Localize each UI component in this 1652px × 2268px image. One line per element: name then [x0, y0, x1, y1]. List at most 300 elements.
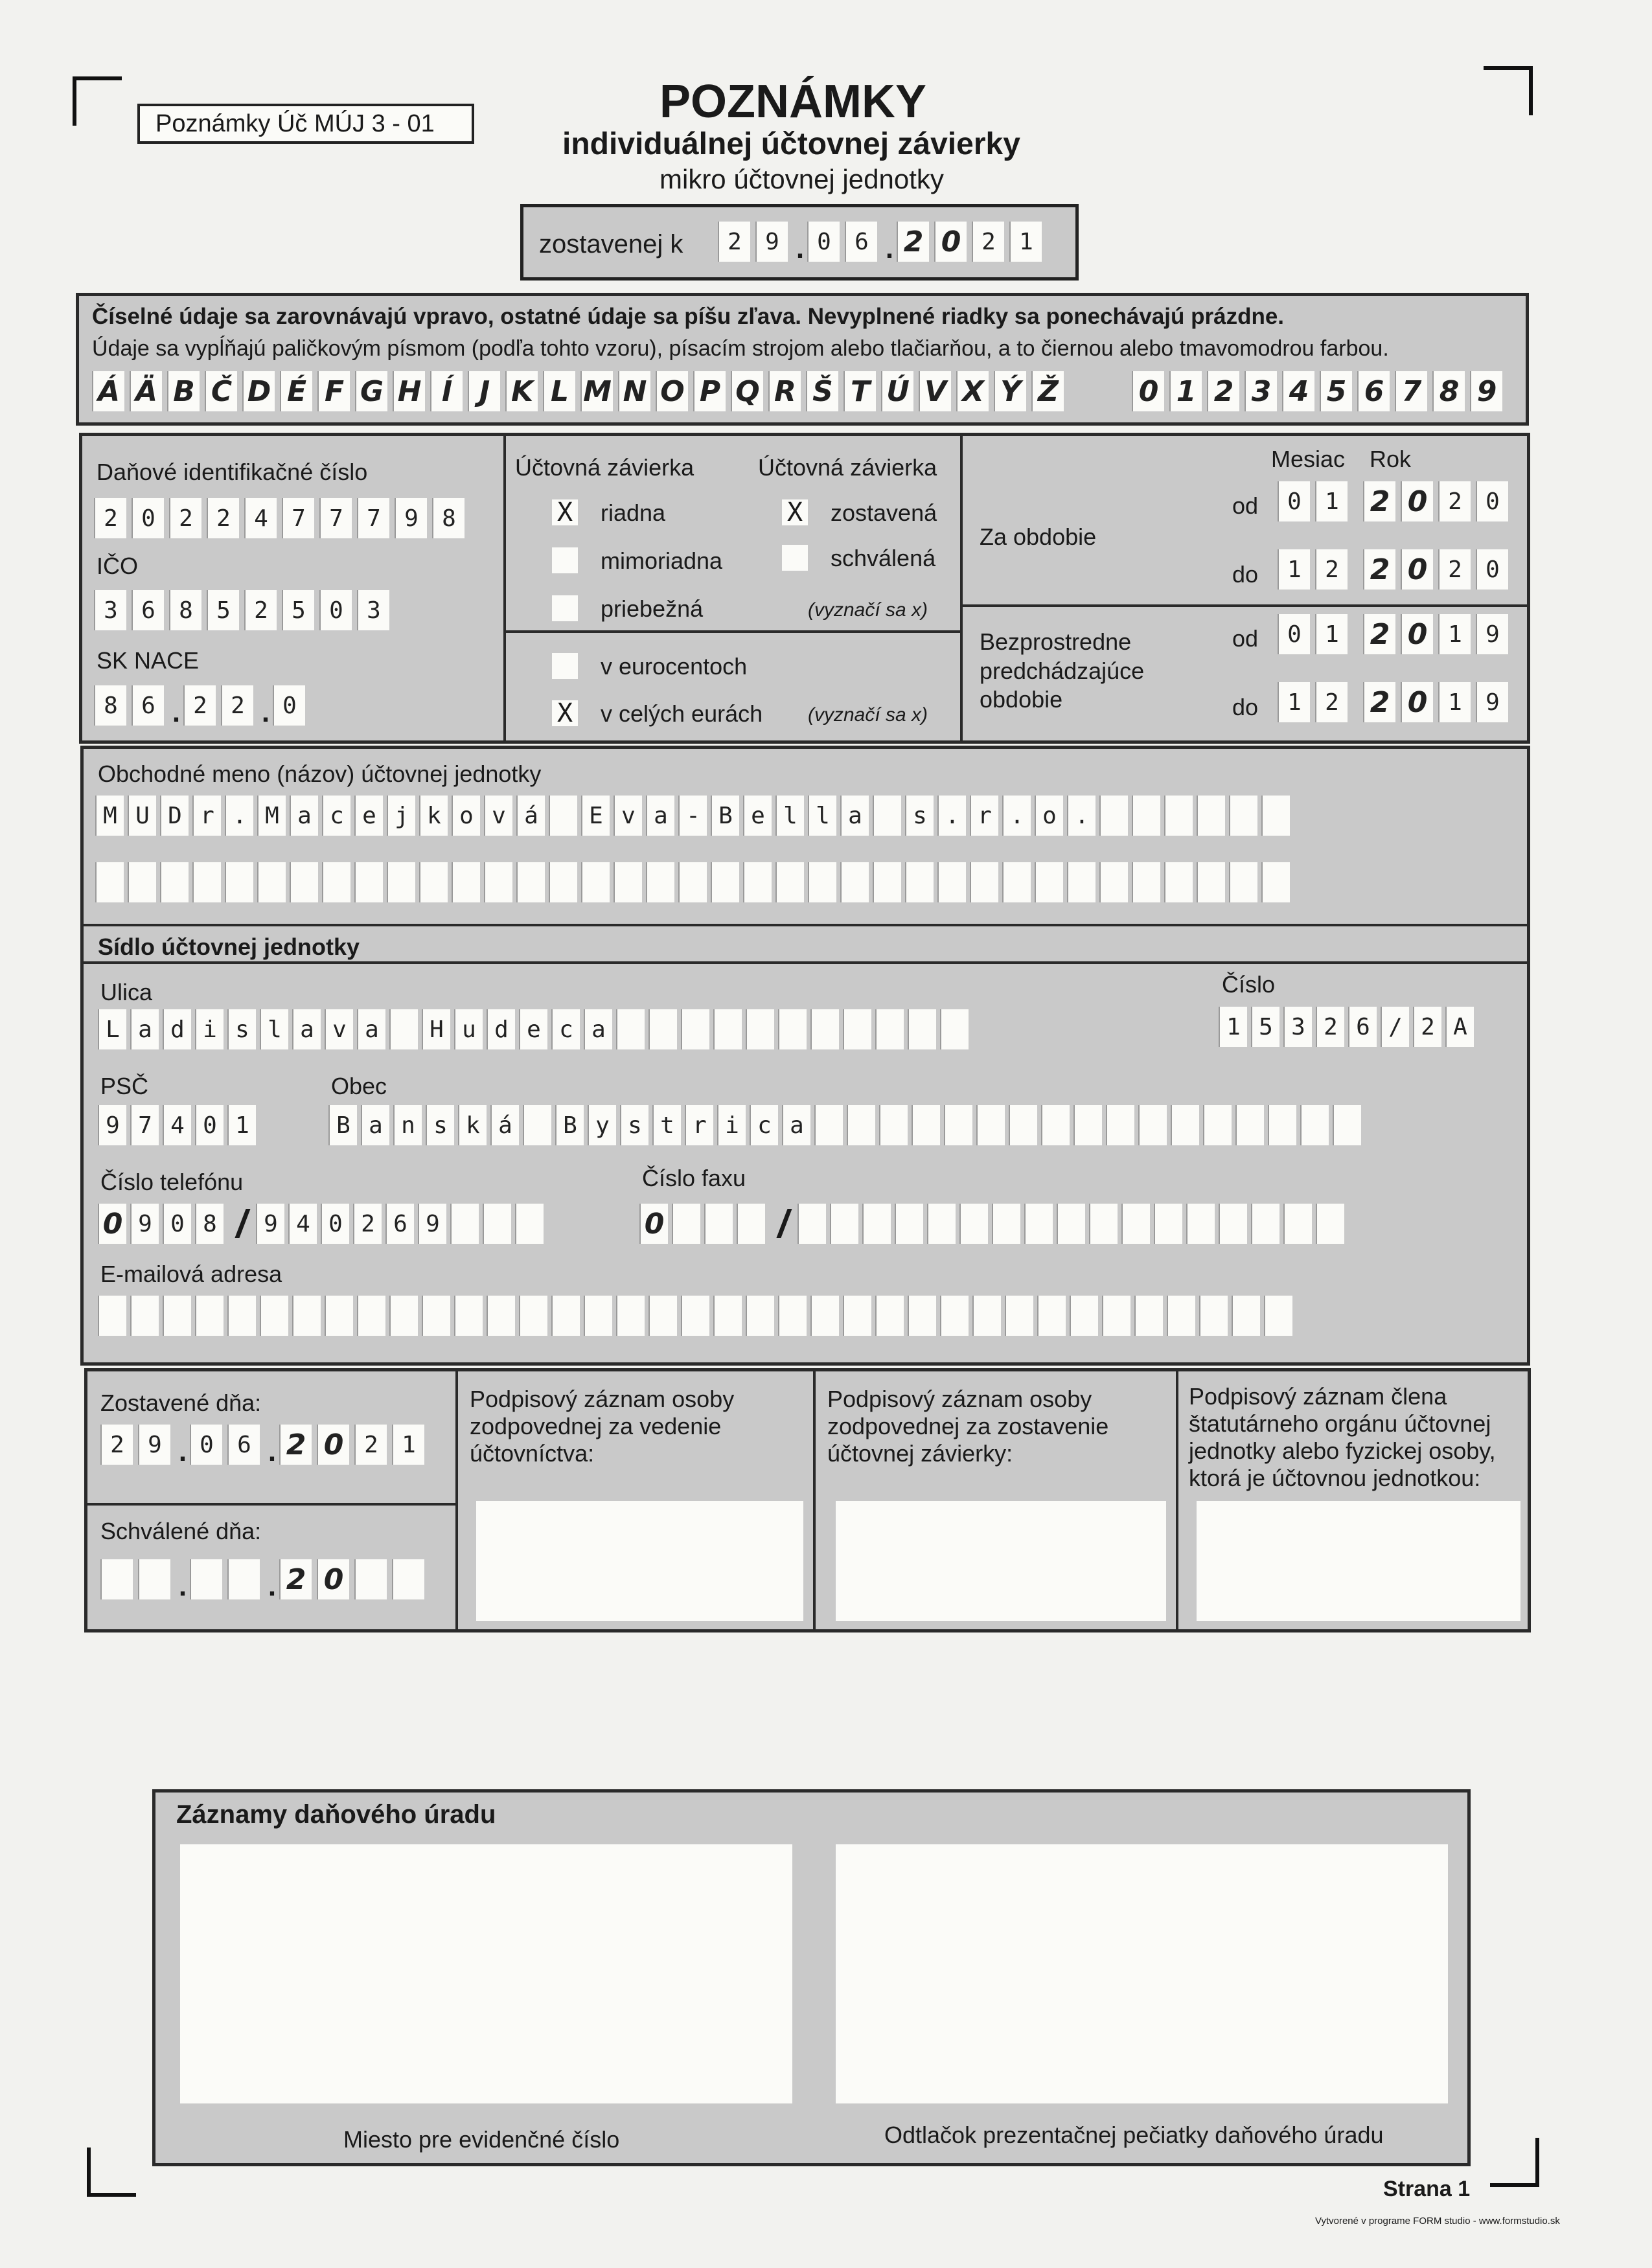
sample-digit: 0: [1132, 371, 1164, 411]
street-char: H: [422, 1009, 450, 1049]
name-char: [225, 862, 253, 902]
street-char: L: [98, 1009, 126, 1049]
fax-label: Číslo faxu: [642, 1165, 746, 1191]
number-char: 3: [1283, 1007, 1312, 1047]
name-char: [387, 862, 415, 902]
city-char: [1041, 1105, 1070, 1145]
approved-on-field[interactable]: [100, 1559, 430, 1602]
email-char: [454, 1296, 483, 1336]
company-name-label: Obchodné meno (názov) účtovnej jednotky: [98, 761, 542, 787]
name-char: M: [257, 796, 286, 836]
name-char: [1229, 862, 1257, 902]
year-digit: 2: [1363, 481, 1395, 521]
sample-letter: M: [580, 371, 613, 411]
ico-digit: 3: [94, 590, 126, 630]
city-char: t: [652, 1105, 681, 1145]
footer-credit: Vytvorené v programe FORM studio - www.formstudio.sk: [1315, 2216, 1560, 2227]
divider: [960, 436, 963, 740]
month-digit: 2: [1315, 682, 1348, 722]
street-char: l: [260, 1009, 288, 1049]
dic-digit: 4: [244, 498, 277, 538]
name-char: [128, 862, 156, 902]
name-char: [775, 862, 804, 902]
company-panel: [80, 746, 1530, 1366]
city-char: s: [426, 1105, 454, 1145]
sample-letter: Ý: [994, 371, 1026, 411]
nace-digit: 0: [273, 685, 305, 726]
sample-letter: V: [919, 371, 951, 411]
city-char: s: [620, 1105, 648, 1145]
tax-office-title: Záznamy daňového úradu: [176, 1800, 496, 1829]
date-digit: 0: [190, 1425, 222, 1465]
sample-letter: G: [355, 371, 387, 411]
date-digit: 0: [317, 1425, 349, 1465]
to-label: do: [1232, 694, 1259, 720]
street-char: [843, 1009, 871, 1049]
mark-note: (vyznačí sa x): [808, 599, 928, 621]
checkbox-eurocents[interactable]: [552, 653, 578, 679]
sample-digit: 5: [1320, 371, 1352, 411]
date-digit: 6: [227, 1425, 260, 1465]
name-char: [452, 862, 480, 902]
name-char: l: [775, 796, 804, 836]
from-label: od: [1232, 625, 1259, 652]
fax-digit: [927, 1204, 956, 1244]
nace-separator: .: [261, 696, 270, 728]
phone-digit: 8: [195, 1204, 224, 1244]
ico-label: IČO: [97, 553, 139, 579]
name-char: [1099, 862, 1128, 902]
fax-digit: [1251, 1204, 1279, 1244]
name-char: D: [160, 796, 189, 836]
fax-digit: [862, 1204, 891, 1244]
signature-panel: [84, 1368, 1531, 1632]
fax-digit: [672, 1204, 700, 1244]
city-char: [847, 1105, 875, 1145]
year-digit: 0: [1401, 481, 1433, 521]
name-char: á: [516, 796, 545, 836]
street-number-field[interactable]: [1219, 1007, 1478, 1047]
city-char: [879, 1105, 908, 1145]
name-char: a: [646, 796, 674, 836]
date-digit: 2: [279, 1559, 312, 1599]
sig1-label: Podpisový záznam osoby zodpovednej za vedenie účtovníctva:: [470, 1386, 735, 1467]
phone-digit: [483, 1204, 511, 1244]
street-char: d: [163, 1009, 191, 1049]
name-char: [937, 862, 966, 902]
email-char: [584, 1296, 612, 1336]
corner-mark-bottom-right: [1490, 2138, 1539, 2187]
compiled-on-label: Zostavené dňa:: [100, 1390, 262, 1416]
name-char: [905, 862, 934, 902]
divider: [960, 604, 1527, 607]
company-name-line-1[interactable]: [95, 796, 1294, 836]
dic-digit: 7: [357, 498, 389, 538]
email-char: [98, 1296, 126, 1336]
email-char: [1070, 1296, 1098, 1336]
name-char: [419, 862, 448, 902]
street-char: a: [292, 1009, 321, 1049]
date-separator: .: [178, 1436, 187, 1467]
city-char: k: [458, 1105, 487, 1145]
sample-letter: P: [693, 371, 726, 411]
email-field[interactable]: [98, 1296, 1296, 1336]
city-char: r: [685, 1105, 713, 1145]
sample-letter: Í: [430, 371, 463, 411]
page-subtitle-2: mikro účtovnej jednotky: [660, 164, 944, 194]
ico-digit: 5: [282, 590, 314, 630]
email-char: [292, 1296, 321, 1336]
stamp-area[interactable]: [836, 1844, 1448, 2103]
phone-digit: 2: [353, 1204, 382, 1244]
street-char: c: [551, 1009, 580, 1049]
fax-digit: [1024, 1204, 1053, 1244]
nace-field[interactable]: [94, 685, 310, 726]
month-digit: 1: [1315, 481, 1348, 521]
name-char: a: [840, 796, 869, 836]
city-char: á: [490, 1105, 519, 1145]
year-digit: 1: [1438, 682, 1471, 722]
city-char: [944, 1105, 972, 1145]
name-char: -: [678, 796, 707, 836]
year-digit: 9: [1476, 614, 1508, 654]
phone-digit: [515, 1204, 544, 1244]
date-digit: [227, 1559, 260, 1599]
sample-digit: 9: [1470, 371, 1502, 411]
sample-letter: T: [843, 371, 876, 411]
email-char: [163, 1296, 191, 1336]
number-char: 6: [1348, 1007, 1377, 1047]
city-char: i: [717, 1105, 746, 1145]
street-char: [389, 1009, 418, 1049]
sig3-area[interactable]: [1197, 1501, 1520, 1621]
name-char: E: [581, 796, 610, 836]
street-char: [746, 1009, 774, 1049]
name-char: [290, 862, 318, 902]
date-digit: 0: [317, 1559, 349, 1599]
checkbox-whole-euros[interactable]: X: [552, 700, 578, 726]
email-char: [487, 1296, 515, 1336]
psc-field[interactable]: [98, 1105, 260, 1145]
city-field[interactable]: [328, 1105, 1365, 1145]
year-digit: 2: [1438, 549, 1471, 590]
name-char: [646, 862, 674, 902]
name-char: [743, 862, 772, 902]
option-whole-euros-label: v celých eurách: [601, 700, 763, 727]
year-header: Rok: [1370, 446, 1412, 472]
dic-digit: 0: [132, 498, 164, 538]
checkbox-priebezna[interactable]: [552, 595, 578, 621]
date-digit: [100, 1559, 133, 1599]
compiled-date[interactable]: [718, 222, 1047, 262]
email-char: [195, 1296, 224, 1336]
name-char: [354, 862, 383, 902]
fax-digit: [737, 1204, 765, 1244]
tax-office-panel: [152, 1789, 1471, 2166]
sig2-area[interactable]: [836, 1501, 1166, 1621]
city-char: a: [782, 1105, 810, 1145]
dic-digit: 9: [395, 498, 427, 538]
sample-letter: N: [618, 371, 650, 411]
checkbox-riadna[interactable]: X: [552, 499, 578, 525]
street-char: v: [325, 1009, 353, 1049]
current-from-field[interactable]: [1278, 481, 1513, 521]
name-char: [95, 862, 124, 902]
year-digit: 2: [1363, 549, 1395, 590]
fax-field[interactable]: [639, 1204, 1348, 1244]
street-char: d: [487, 1009, 515, 1049]
fax-digit: [1154, 1204, 1182, 1244]
street-char: [616, 1009, 645, 1049]
number-label: Číslo: [1222, 971, 1276, 998]
psc-digit: 9: [98, 1105, 126, 1145]
street-char: [778, 1009, 807, 1049]
dic-label: Daňové identifikačné číslo: [97, 459, 368, 485]
dic-digit: 7: [319, 498, 352, 538]
date-digit: [190, 1559, 222, 1599]
date-digit: 6: [845, 222, 877, 262]
name-char: [1164, 862, 1193, 902]
email-char: [1005, 1296, 1033, 1336]
fax-digit: [959, 1204, 988, 1244]
name-char: [1035, 862, 1063, 902]
ico-digit: 0: [319, 590, 352, 630]
instructions-line-2: Údaje sa vypĺňajú paličkovým písmom (podľa tohto vzoru), písacím strojom alebo tlačiarňou, a to čiernou alebo tmavomodrou farbou.: [92, 336, 1389, 361]
name-char: [257, 862, 286, 902]
phone-digit: 0: [98, 1204, 126, 1244]
date-digit: 9: [755, 222, 788, 262]
phone-digit: [450, 1204, 479, 1244]
instructions-line-1: Číselné údaje sa zarovnávajú vpravo, ostatné údaje sa píšu zľava. Nevyplnené riadky sa ponechávajú prázdne.: [92, 304, 1285, 329]
year-digit: 0: [1401, 682, 1433, 722]
email-char: [422, 1296, 450, 1336]
street-char: u: [454, 1009, 483, 1049]
email-char: [1167, 1296, 1195, 1336]
phone-digit: 9: [130, 1204, 159, 1244]
fax-digit: [1089, 1204, 1118, 1244]
name-char: c: [322, 796, 350, 836]
name-char: [549, 796, 577, 836]
email-char: [810, 1296, 839, 1336]
fax-digit: [992, 1204, 1020, 1244]
phone-digit: 9: [256, 1204, 284, 1244]
sample-letter: Q: [731, 371, 763, 411]
street-char: i: [195, 1009, 224, 1049]
city-char: [912, 1105, 940, 1145]
name-char: [1197, 796, 1225, 836]
corner-mark-top-left: [73, 76, 122, 126]
month-header: Mesiac: [1271, 446, 1346, 472]
name-char: v: [484, 796, 512, 836]
divider: [503, 630, 960, 633]
number-char: 5: [1251, 1007, 1279, 1047]
phone-digit: 0: [321, 1204, 349, 1244]
email-char: [1264, 1296, 1292, 1336]
name-char: s: [905, 796, 934, 836]
sample-letter: R: [768, 371, 801, 411]
dic-digit: 8: [432, 498, 465, 538]
street-char: a: [130, 1009, 159, 1049]
nace-label: SK NACE: [97, 647, 200, 674]
evidence-number-caption: Miesto pre evidenčné číslo: [343, 2126, 620, 2153]
email-char: [648, 1296, 677, 1336]
city-char: [1009, 1105, 1037, 1145]
city-char: [1171, 1105, 1199, 1145]
sig1-area[interactable]: [476, 1501, 803, 1621]
sig2-label: Podpisový záznam osoby zodpovednej za zostavenie účtovnej závierky:: [827, 1386, 1109, 1467]
fax-digit: [895, 1204, 923, 1244]
company-name-line-2[interactable]: [95, 862, 1294, 902]
current-to-field[interactable]: [1278, 549, 1513, 590]
sample-letters: [92, 371, 1069, 411]
psc-digit: 0: [195, 1105, 224, 1145]
previous-from-field[interactable]: [1278, 614, 1513, 654]
fax-digit: [1283, 1204, 1312, 1244]
sample-letter: O: [656, 371, 688, 411]
name-char: [1229, 796, 1257, 836]
name-char: B: [711, 796, 739, 836]
page-number: Strana 1: [1383, 2177, 1471, 2201]
phone-separator: /: [236, 1202, 247, 1246]
name-char: [711, 862, 739, 902]
option-schvalena-label: schválená: [831, 545, 936, 571]
name-char: [1099, 796, 1128, 836]
city-char: [1203, 1105, 1232, 1145]
divider: [87, 1503, 455, 1506]
checkbox-mimoriadna[interactable]: [552, 547, 578, 573]
date-digit: 2: [279, 1425, 312, 1465]
name-char: e: [743, 796, 772, 836]
email-char: [389, 1296, 418, 1336]
date-digit: 2: [897, 222, 929, 262]
compiled-date-box: [520, 204, 1079, 281]
name-char: r: [192, 796, 221, 836]
date-digit: 9: [138, 1425, 170, 1465]
city-char: [1106, 1105, 1134, 1145]
sig3-label: Podpisový záznam člena štatutárneho orgánu účtovnej jednotky alebo fyzickej osoby, ktorá je účtovnou jednotkou:: [1189, 1383, 1496, 1491]
evidence-number-area[interactable]: [180, 1844, 792, 2103]
city-char: [1138, 1105, 1167, 1145]
street-char: [875, 1009, 904, 1049]
name-char: .: [1067, 796, 1096, 836]
email-char: [1037, 1296, 1066, 1336]
to-label: do: [1232, 561, 1259, 588]
sample-letter: Ž: [1031, 371, 1064, 411]
name-char: [549, 862, 577, 902]
compiled-on-field[interactable]: [100, 1425, 430, 1465]
name-char: [678, 862, 707, 902]
sample-digit: 7: [1395, 371, 1427, 411]
checkbox-zostavena[interactable]: X: [782, 499, 808, 525]
sample-digit: 2: [1207, 371, 1239, 411]
previous-period-label-1: Bezprostredne: [980, 628, 1132, 655]
sample-letter: B: [167, 371, 200, 411]
stamp-caption: Odtlačok prezentačnej pečiatky daňového úradu: [884, 2122, 1384, 2148]
email-char: [1134, 1296, 1163, 1336]
city-char: [976, 1105, 1005, 1145]
fax-digit: [797, 1204, 826, 1244]
street-char: [810, 1009, 839, 1049]
current-period-label: Za obdobie: [980, 523, 1097, 550]
month-digit: 1: [1278, 549, 1310, 590]
name-char: [1002, 862, 1031, 902]
statement-col2-header: Účtovná závierka: [758, 454, 937, 481]
year-digit: 9: [1476, 682, 1508, 722]
ico-field[interactable]: [94, 590, 395, 630]
fax-digit: [1219, 1204, 1247, 1244]
sample-digit: 8: [1432, 371, 1465, 411]
date-separator: .: [268, 1570, 277, 1602]
phone-field[interactable]: [98, 1204, 547, 1244]
name-char: l: [808, 796, 836, 836]
city-char: [1235, 1105, 1264, 1145]
name-char: v: [614, 796, 642, 836]
instructions-panel: [76, 293, 1529, 426]
email-char: [551, 1296, 580, 1336]
city-char: [523, 1105, 551, 1145]
city-char: [1268, 1105, 1296, 1145]
name-char: .: [225, 796, 253, 836]
divider: [84, 924, 1527, 926]
sample-letter: J: [468, 371, 500, 411]
name-char: [516, 862, 545, 902]
form-code: Poznámky Úč MÚJ 3 - 01: [137, 104, 474, 144]
date-digit: [354, 1559, 387, 1599]
email-char: [1199, 1296, 1228, 1336]
city-char: B: [328, 1105, 357, 1145]
month-digit: 0: [1278, 481, 1310, 521]
email-char: [713, 1296, 742, 1336]
street-char: [713, 1009, 742, 1049]
email-char: [1232, 1296, 1260, 1336]
email-char: [357, 1296, 385, 1336]
number-char: 2: [1316, 1007, 1344, 1047]
city-char: n: [393, 1105, 422, 1145]
name-char: [1164, 796, 1193, 836]
name-char: [808, 862, 836, 902]
nace-digit: 2: [183, 685, 216, 726]
psc-digit: 4: [163, 1105, 191, 1145]
sample-letter: Č: [205, 371, 237, 411]
month-digit: 2: [1315, 549, 1348, 590]
year-digit: 0: [1401, 614, 1433, 654]
identification-panel: [79, 433, 1530, 744]
date-digit: 1: [1009, 222, 1042, 262]
email-char: [778, 1296, 807, 1336]
name-char: [873, 796, 901, 836]
street-field[interactable]: [98, 1009, 972, 1049]
divider: [813, 1371, 816, 1629]
name-char: j: [387, 796, 415, 836]
checkbox-schvalena[interactable]: [782, 545, 808, 571]
fax-digit: [1057, 1204, 1085, 1244]
sample-letter: F: [317, 371, 350, 411]
dic-field[interactable]: [94, 498, 470, 538]
name-char: [1067, 862, 1096, 902]
name-char: .: [1002, 796, 1031, 836]
fax-separator: /: [777, 1202, 789, 1246]
name-char: [970, 862, 998, 902]
nace-digit: 6: [132, 685, 164, 726]
name-char: [581, 862, 610, 902]
page-title: POZNÁMKY: [660, 76, 926, 128]
email-char: [227, 1296, 256, 1336]
email-char: [130, 1296, 159, 1336]
email-char: [843, 1296, 871, 1336]
fax-digit: [1316, 1204, 1344, 1244]
name-char: [160, 862, 189, 902]
previous-to-field[interactable]: [1278, 682, 1513, 722]
